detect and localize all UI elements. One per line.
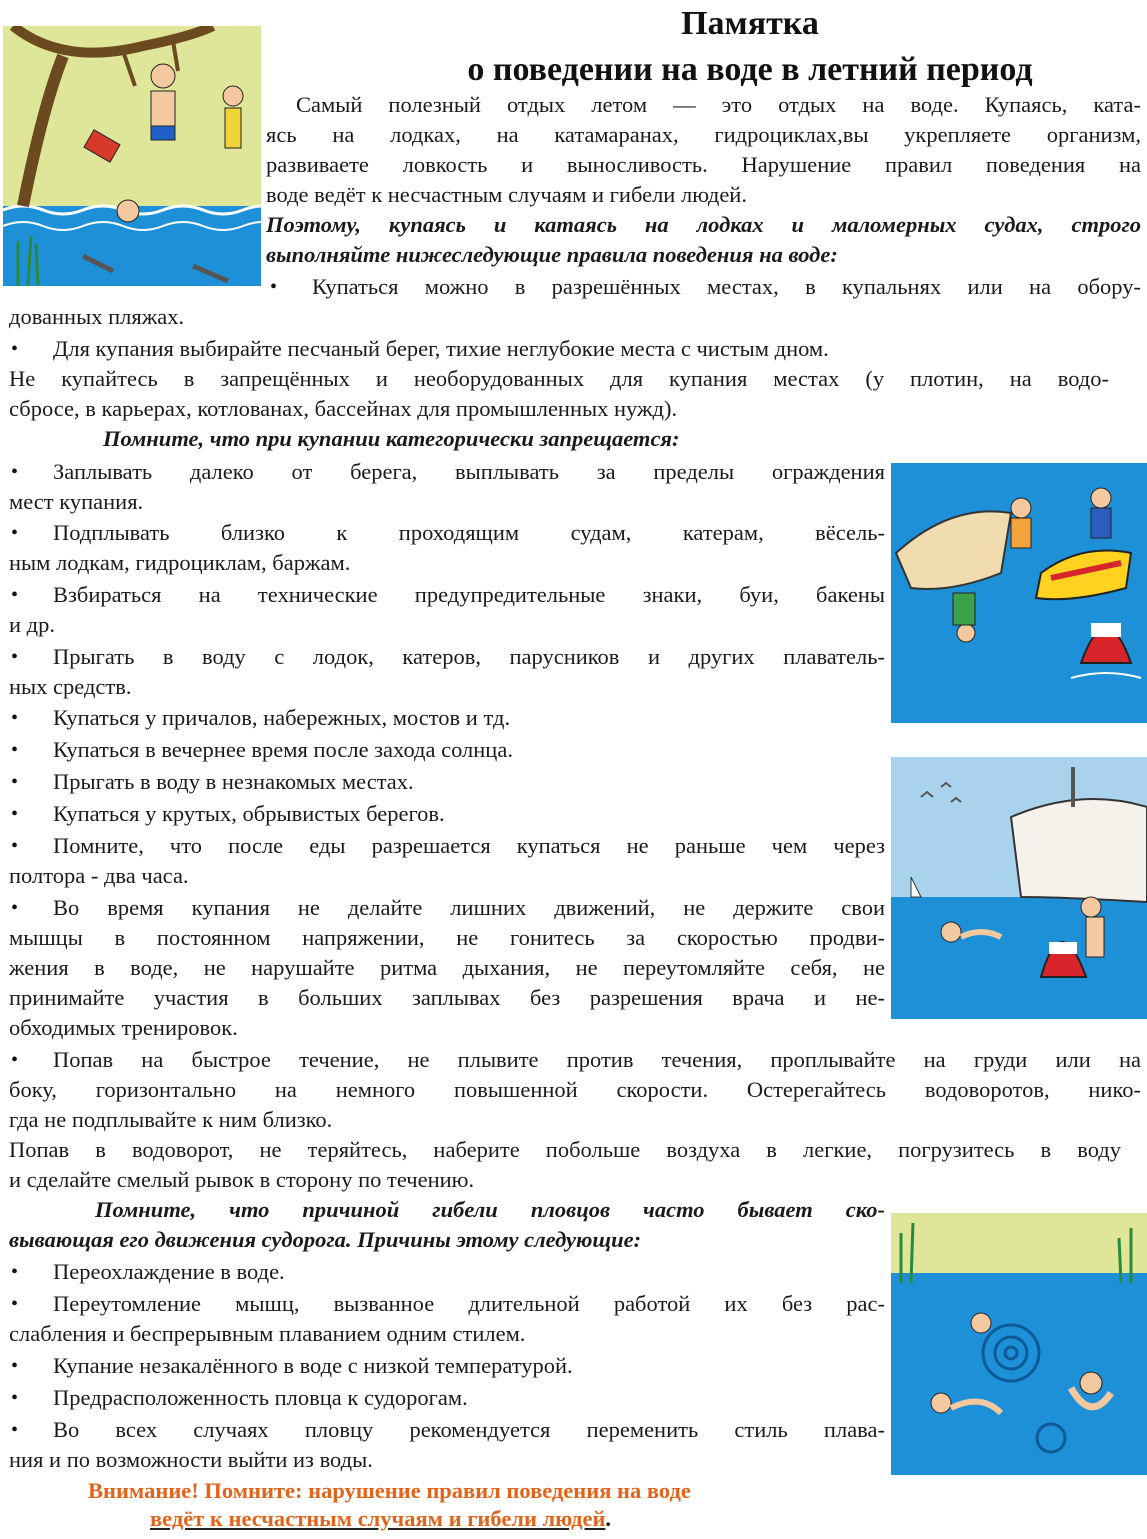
forbidden-10-line-5: обходимых тренировок. (9, 1015, 238, 1040)
bullet: • (11, 739, 19, 761)
cramp-cause-4: Предрасположенность пловца к судорогам. (53, 1385, 468, 1410)
warning-period: . (605, 1506, 612, 1531)
rule-2-line-1: Для купания выбирайте песчаный берег, тихие неглубокие места с чистым дном. (53, 336, 829, 361)
forbidden-9-line-2: полтора - два часа. (9, 863, 189, 888)
forbidden-10-line-4: принимайте участия в больших заплывах без разрешения врача и не- (9, 985, 885, 1010)
forbidden-5: Купаться у причалов, набережных, мостов и тд. (53, 705, 511, 730)
forbidden-4-line-2: ных средств. (9, 674, 132, 699)
forbidden-10-line-3: жения в воде, не нарушайте ритма дыхания, не переутомляйте себя, не (9, 955, 885, 980)
forbidden-2-line-2: ным лодкам, гидроциклам, баржам. (9, 550, 351, 575)
intro-emphasis-2: выполняйте нижеследующие правила поведения на воде: (266, 242, 838, 267)
boats-jetski-illustration (891, 463, 1147, 723)
forbidden-3-line-2: и др. (9, 612, 55, 637)
bullet: • (11, 803, 19, 825)
rule-1-line-1: Купаться можно в разрешённых местах, в купальнях или на обору- (312, 274, 1141, 299)
forbidden-10-line-1: Во время купания не делайте лишних движений, не держите свои (53, 895, 885, 920)
cramp-cause-3: Купание незакалённого в воде с низкой температурой. (53, 1353, 573, 1378)
children-jumping-illustration (3, 26, 261, 286)
bullet: • (11, 1355, 19, 1377)
forbidden-8: Купаться у крутых, обрывистых берегов. (53, 801, 445, 826)
memo-title: Памятка (681, 5, 819, 42)
bullet: • (11, 771, 19, 793)
cramp-cause-1: Переохлаждение в воде. (53, 1259, 285, 1284)
intro-line-4: воде ведёт к несчастным случаям и гибели людей. (266, 182, 747, 207)
bullet: • (11, 1293, 19, 1315)
forbidden-11-line-3: гда не подплывайте к ним близко. (9, 1107, 333, 1132)
cramp-cause-2-line-2: слабления и беспрерывным плаванием одним стилем. (9, 1321, 526, 1346)
forbidden-4-line-1: Прыгать в воду с лодок, катеров, парусников и других плаватель- (53, 644, 885, 669)
forbidden-9-line-1: Помните, что после еды разрешается купаться не раньше чем через (53, 833, 885, 858)
forbidden-10-line-2: мышцы в постоянном напряжении, не гонитесь за скоростью продви- (9, 925, 885, 950)
bullet: • (11, 584, 19, 606)
rule-1-line-2: дованных пляжах. (9, 304, 185, 329)
bullet: • (11, 1419, 19, 1441)
intro-line-1: Самый полезный отдых летом — это отдых на воде. Купаясь, ката- (296, 92, 1141, 117)
bullet: • (11, 646, 19, 668)
intro-emphasis-1: Поэтому, купаясь и катаясь на лодках и маломерных судах, строго (266, 212, 1141, 237)
forbidden-1-line-2: мест купания. (9, 489, 144, 514)
bullet: • (11, 835, 19, 857)
intro-line-3: развиваете ловкость и выносливость. Нарушение правил поведения на (266, 152, 1141, 177)
rule-2-line-3: сбросе, в карьерах, котлованах, бассейнах для промышленных нужд). (9, 396, 678, 421)
cramp-cause-2-line-1: Переутомление мышц, вызванное длительной работой их без рас- (53, 1291, 885, 1316)
cramp-heading-line-1: Помните, что причиной гибели пловцов часто бывает ско- (95, 1197, 885, 1222)
cramp-heading-line-2: вывающая его движения судорога. Причины этому следующие: (9, 1227, 642, 1252)
bullet: • (11, 707, 19, 729)
bullet: • (11, 1387, 19, 1409)
bullet: • (11, 461, 19, 483)
cramp-advice-line-1: Во всех случаях пловцу рекомендуется переменить стиль плава- (53, 1417, 885, 1442)
forbidden-2-line-1: Подплывать близко к проходящим судам, катерам, вёсель- (53, 520, 885, 545)
forbidden-1-line-1: Заплывать далеко от берега, выплывать за пределы ограждения (53, 459, 885, 484)
whirlpool-swimmers-illustration (891, 1213, 1147, 1475)
rule-2-line-2: Не купайтесь в запрещённых и необорудованных для купания местах (у плотин, на водо- (9, 366, 1109, 391)
bullet: • (11, 1261, 19, 1283)
bullet: • (11, 522, 19, 544)
bullet: • (270, 276, 278, 298)
ship-swimmers-illustration (891, 757, 1147, 1019)
forbidden-12-line-1: Попав в водоворот, не теряйтесь, наберите побольше воздуха в легкие, погрузитесь в воду (9, 1137, 1121, 1162)
forbidden-12-line-2: и сделайте смелый рывок в сторону по течению. (9, 1167, 475, 1192)
warning-line-1: Внимание! Помните: нарушение правил поведения на воде (88, 1478, 691, 1503)
forbidden-7: Прыгать в воду в незнакомых местах. (53, 769, 414, 794)
forbidden-3-line-1: Взбираться на технические предупредительные знаки, буи, бакены (53, 582, 885, 607)
memo-subtitle: о поведении на воде в летний период (467, 51, 1033, 88)
forbidden-6: Купаться в вечернее время после захода солнца. (53, 737, 513, 762)
warning-line-2-text: ведёт к несчастным случаям и гибели людей (150, 1506, 606, 1531)
forbidden-11-line-1: Попав на быстрое течение, не плывите против течения, проплывайте на груди или на (53, 1047, 1141, 1072)
bullet: • (11, 897, 19, 919)
bullet: • (11, 338, 19, 360)
warning-line-2 (150, 1505, 611, 1533)
intro-line-2: ясь на лодках, на катамаранах, гидроциклах,вы укрепляете организм, (266, 122, 1141, 147)
bullet: • (11, 1049, 19, 1071)
cramp-advice-line-2: ния и по возможности выйти из воды. (9, 1447, 373, 1472)
forbidden-heading: Помните, что при купании категорически запрещается: (103, 426, 680, 451)
forbidden-11-line-2: боку, горизонтально на немного повышенной скорости. Остерегайтесь водоворотов, нико- (9, 1077, 1141, 1102)
